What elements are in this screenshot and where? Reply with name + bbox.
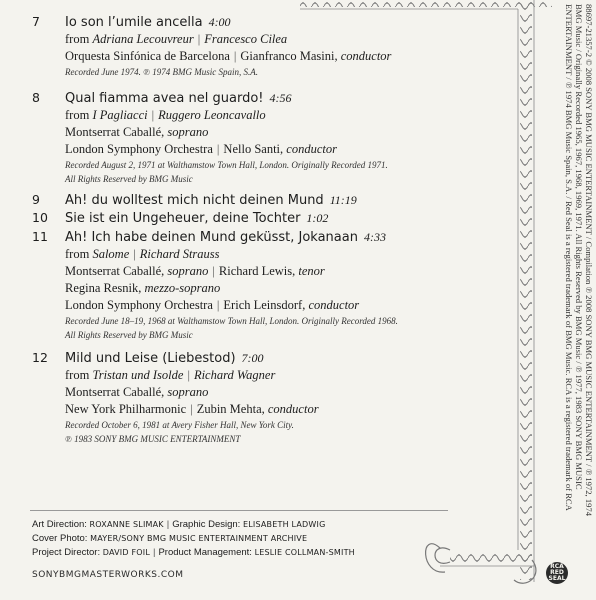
project-director-label: Project Director: xyxy=(32,547,101,558)
graphic-design: ELISABETH LADWIG xyxy=(242,520,326,529)
track-number: 11 xyxy=(32,229,48,244)
track-number: 10 xyxy=(32,210,48,225)
soloist-name: Montserrat Caballé xyxy=(65,264,162,278)
track-duration: 11:19 xyxy=(329,193,357,207)
soloist-name: Montserrat Caballé xyxy=(65,125,162,139)
track-title: Qual fiamma avea nel guardo! xyxy=(65,91,264,106)
second-soloist-name: Richard Lewis xyxy=(218,264,293,278)
conductor-name: Zubin Mehta xyxy=(196,402,262,416)
cover-photo-label: Cover Photo: xyxy=(32,533,88,544)
cover-photo: MAYER/SONY BMG MUSIC ENTERTAINMENT ARCHIVE xyxy=(90,534,308,543)
recording-note: Recorded June 18–19, 1968 at Walthamstow Town Hall, London. Originally Recorded 1968. xyxy=(65,316,398,326)
orchestra: London Symphony Orchestra xyxy=(65,298,213,312)
soloist-role: soprano xyxy=(167,264,209,278)
credits-row xyxy=(32,532,432,546)
graphic-design-label: Graphic Design: xyxy=(172,519,241,530)
opera-title: I Pagliacci xyxy=(92,108,148,122)
soloist-role: soprano xyxy=(167,385,209,399)
track-duration: 4:56 xyxy=(269,91,292,105)
soloist-name: Montserrat Caballé xyxy=(65,385,162,399)
art-direction-label: Art Direction: xyxy=(32,519,87,530)
product-management-label: Product Management: xyxy=(158,547,252,558)
track-12: 12 Mild und Leise (Liebestod) 7:00 from Tristan und Isolde | Richard Wagner Montserrat Caballé, soprano New York Philharmonic | Zubin Mehta, conductor Recorded October 6, 1981 at Avery Fisher Hall, New York City. ℗ 1983 SONY BMG MUSIC ENTERTAINMENT xyxy=(32,350,462,446)
art-direction: ROXANNE SLIMAK xyxy=(89,520,164,529)
legal-line: ENTERTAINMENT / ℗ 1974 BMG Music Spain, S.A. / Red Seal is a registered trademark of BMG Music. RCA is a registered trademark of RCA xyxy=(564,4,574,511)
copyright-note: ℗ 1983 SONY BMG MUSIC ENTERTAINMENT xyxy=(65,434,241,444)
track-title: Mild und Leise (Liebestod) xyxy=(65,351,236,366)
track-7: 7 Io son l’umile ancella 4:00 from Adriana Lecouvreur | Francesco Cilea Orquesta Sinfónica de Barcelona | Gianfranco Masini, conductor Recorded June 1974. ℗ 1974 BMG Music Spain, S.A. xyxy=(32,14,462,79)
credits-block xyxy=(32,518,432,560)
recording-note: Recorded October 6, 1981 at Avery Fisher Hall, New York City. xyxy=(65,420,294,430)
recording-note: Recorded August 2, 1971 at Walthamstow Town Hall, London. Originally Recorded 1971. xyxy=(65,160,388,170)
conductor-role: conductor xyxy=(286,142,337,156)
composer: Richard Wagner xyxy=(193,368,276,382)
from-label: from xyxy=(65,247,90,261)
soloist-role: soprano xyxy=(167,125,209,139)
conductor-name: Nello Santi xyxy=(223,142,281,156)
track-number: 7 xyxy=(32,14,40,29)
from-label: from xyxy=(65,368,90,382)
opera-title: Adriana Lecouvreur xyxy=(92,32,194,46)
conductor-role: conductor xyxy=(267,402,319,416)
track-title: Io son l’umile ancella xyxy=(65,15,203,30)
track-duration: 7:00 xyxy=(241,351,264,365)
orchestra: New York Philharmonic xyxy=(65,402,187,416)
from-label: from xyxy=(65,32,90,46)
third-soloist-name: Regina Resnik xyxy=(65,281,139,295)
track-8: 8 Qual fiamma avea nel guardo! 4:56 from I Pagliacci | Ruggero Leoncavallo Montserrat Caballé, soprano London Symphony Orchestra | Nello Santi, conductor Recorded August 2, 1971 at Walthamstow Town Hall, London. Originally Recorded 1971. All Rights Reserved by BMG Music xyxy=(32,90,462,186)
composer: Ruggero Leoncavallo xyxy=(158,108,266,122)
track-duration: 1:02 xyxy=(306,211,329,225)
credits-row: Project Director: DAVID FOIL | Product Management: LESLIE COLLMAN-SMITH xyxy=(32,547,355,558)
conductor-role: conductor xyxy=(308,298,360,312)
conductor-name: Erich Leinsdorf xyxy=(223,298,303,312)
credits-divider xyxy=(30,510,448,511)
third-soloist-role: mezzo-soprano xyxy=(144,281,221,295)
track-11: 11 Ah! Ich habe deinen Mund geküsst, Jokanaan 4:33 from Salome | Richard Strauss Montserrat Caballé, soprano | Richard Lewis, tenor Regina Resnik, mezzo-soprano London Symphony Orchestra | Erich Leinsdorf, conductor Recorded June 18–19, 1968 at Walthamstow Town Hall, London. Originally Recorded 1968. All Rights Reserved by BMG Music xyxy=(32,229,462,342)
conductor-name: Gianfranco Masini xyxy=(240,49,335,63)
track-duration: 4:33 xyxy=(363,230,386,244)
product-management: LESLIE COLLMAN-SMITH xyxy=(254,548,355,557)
track-title: Ah! du wolltest mich nicht deinen Mund xyxy=(65,193,324,208)
track-number: 8 xyxy=(32,90,40,105)
legal-line: BMG Music / Originally Recorded 1965, 1967, 1968, 1969, 1971. All Rights Reserved by BMG Music / ℗ 1977, 1983 SONY BMG MUSIC xyxy=(574,4,584,490)
recording-note: Recorded June 1974. ℗ 1974 BMG Music Spain, S.A. xyxy=(65,67,258,77)
track-9 xyxy=(32,192,462,209)
track-title: Ah! Ich habe deinen Mund geküsst, Jokanaan xyxy=(65,230,358,245)
track-number: 9 xyxy=(32,192,40,207)
track-duration: 4:00 xyxy=(208,15,231,29)
from-label: from xyxy=(65,108,90,122)
rca-red-seal-logo: RCA RED SEAL xyxy=(546,562,568,584)
orchestra: Orquesta Sinfónica de Barcelona xyxy=(65,49,230,63)
legal-line: 88697-21357-2 © 2008 SONY BMG MUSIC ENTERTAINMENT / Compilation ℗ 2008 SONY BMG MUSIC ENTERTAINMENT / ℗ 1972, 1974 xyxy=(584,4,594,517)
track-title: Sie ist ein Ungeheuer, deine Tochter xyxy=(65,211,301,226)
second-soloist-role: tenor xyxy=(298,264,325,278)
project-director: DAVID FOIL xyxy=(102,548,150,557)
opera-title: Salome xyxy=(92,247,130,261)
opera-title: Tristan und Isolde xyxy=(92,368,184,382)
conductor-role: conductor xyxy=(340,49,392,63)
track-10 xyxy=(32,210,462,227)
vertical-legal-text xyxy=(566,4,594,584)
website-link[interactable]: SONYBMGMASTERWORKS.COM xyxy=(32,570,184,580)
rights-note: All Rights Reserved by BMG Music xyxy=(65,174,193,184)
rights-note: All Rights Reserved by BMG Music xyxy=(65,330,193,340)
orchestra: London Symphony Orchestra xyxy=(65,142,213,156)
composer: Francesco Cilea xyxy=(204,32,288,46)
track-number: 12 xyxy=(32,350,48,365)
credits-row: Art Direction: ROXANNE SLIMAK | Graphic Design: ELISABETH LADWIG xyxy=(32,519,326,530)
composer: Richard Strauss xyxy=(139,247,220,261)
